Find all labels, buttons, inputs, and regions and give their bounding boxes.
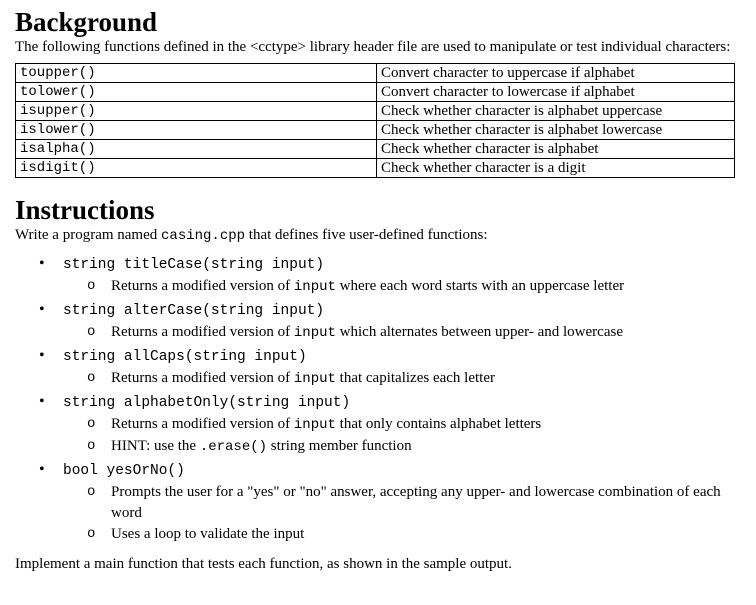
- function-name-cell: isupper(): [16, 102, 377, 121]
- sub-list-item: [63, 436, 742, 458]
- table-row: [16, 121, 735, 140]
- function-description-cell: Check whether character is alphabet: [377, 140, 735, 159]
- list-item: [15, 460, 742, 545]
- sub-text: Returns a modified version of: [111, 370, 294, 386]
- sub-bullet-icon: o: [87, 438, 96, 454]
- inline-code: input: [293, 417, 336, 433]
- footer-text: Implement a main function that tests each function, as shown in the sample output.: [15, 556, 512, 572]
- inline-code: input: [293, 279, 336, 295]
- function-name-cell: islower(): [16, 121, 377, 140]
- inline-code: .erase(): [199, 439, 268, 455]
- sub-bullet-icon: o: [87, 526, 96, 542]
- sub-list-item: [63, 276, 742, 298]
- sub-text-suffix: that only contains alphabet letters: [335, 416, 542, 432]
- sub-text-suffix: where each word starts with an uppercase letter: [335, 278, 625, 294]
- function-list: [15, 254, 742, 545]
- bullet-icon: •: [39, 461, 45, 478]
- function-name-cell: tolower(): [16, 83, 377, 102]
- sub-list: [63, 482, 742, 545]
- sub-bullet-icon: o: [87, 484, 96, 500]
- sub-text: Returns a modified version of: [111, 416, 294, 432]
- instructions-intro: [15, 226, 742, 246]
- function-description-cell: Convert character to lowercase if alphabet: [377, 83, 735, 102]
- function-name-cell: isalpha(): [16, 140, 377, 159]
- intro-filename: casing.cpp: [161, 228, 246, 244]
- table-row: [16, 140, 735, 159]
- list-item: [15, 254, 742, 298]
- list-item: [15, 300, 742, 344]
- sub-bullet-icon: o: [87, 370, 96, 386]
- sub-bullet-icon: o: [87, 324, 96, 340]
- bullet-icon: •: [39, 347, 45, 364]
- function-signature: string titleCase(string input): [63, 257, 325, 273]
- inline-code: input: [293, 325, 336, 341]
- sub-text-suffix: which alternates between upper- and lowercase: [335, 324, 623, 340]
- sub-list-item: [63, 368, 742, 390]
- function-description-cell: Check whether character is alphabet lowercase: [377, 121, 735, 140]
- sub-list-item: [63, 322, 742, 344]
- instructions-heading: Instructions: [15, 195, 155, 225]
- sub-list-item: [63, 482, 742, 524]
- sub-text: Prompts the user for a "yes" or "no" answer, accepting any upper- and lowercase combination of each word: [111, 484, 721, 521]
- intro-pre: Write a program named: [15, 227, 162, 243]
- sub-text-suffix: that capitalizes each letter: [335, 370, 495, 386]
- table-row: [16, 102, 735, 121]
- function-signature: string alphabetOnly(string input): [63, 395, 351, 411]
- sub-text: Returns a modified version of: [111, 324, 294, 340]
- sub-list-item: [63, 414, 742, 436]
- function-signature: string alterCase(string input): [63, 303, 325, 319]
- bullet-icon: •: [39, 393, 45, 410]
- sub-text: Returns a modified version of: [111, 278, 294, 294]
- function-name-cell: isdigit(): [16, 159, 377, 178]
- bullet-icon: •: [39, 301, 45, 318]
- cctype-function-table: [15, 63, 735, 178]
- bullet-icon: •: [39, 255, 45, 272]
- table-row: [16, 64, 735, 83]
- function-name-cell: toupper(): [16, 64, 377, 83]
- table-row: [16, 83, 735, 102]
- sub-list: [63, 414, 742, 458]
- sub-list: [63, 368, 742, 390]
- inline-code: input: [293, 371, 336, 387]
- table-row: [16, 159, 735, 178]
- list-item: [15, 346, 742, 390]
- sub-list: [63, 276, 742, 298]
- sub-text-suffix: string member function: [267, 438, 412, 454]
- intro-post: that defines five user-defined functions:: [245, 227, 488, 243]
- function-description-cell: Convert character to uppercase if alphabet: [377, 64, 735, 83]
- background-intro: The following functions defined in the <cctype> library header file are used to manipulate or test individual characters:: [15, 39, 731, 55]
- sub-text: HINT: use the: [111, 438, 200, 454]
- sub-bullet-icon: o: [87, 416, 96, 432]
- background-heading: Background: [15, 7, 158, 37]
- function-signature: bool yesOrNo(): [63, 463, 185, 479]
- list-item: [15, 392, 742, 458]
- function-signature: string allCaps(string input): [63, 349, 307, 365]
- function-description-cell: Check whether character is alphabet uppercase: [377, 102, 735, 121]
- sub-list: [63, 322, 742, 344]
- sub-text: Uses a loop to validate the input: [111, 526, 305, 542]
- function-description-cell: Check whether character is a digit: [377, 159, 735, 178]
- sub-bullet-icon: o: [87, 278, 96, 294]
- sub-list-item: [63, 524, 742, 545]
